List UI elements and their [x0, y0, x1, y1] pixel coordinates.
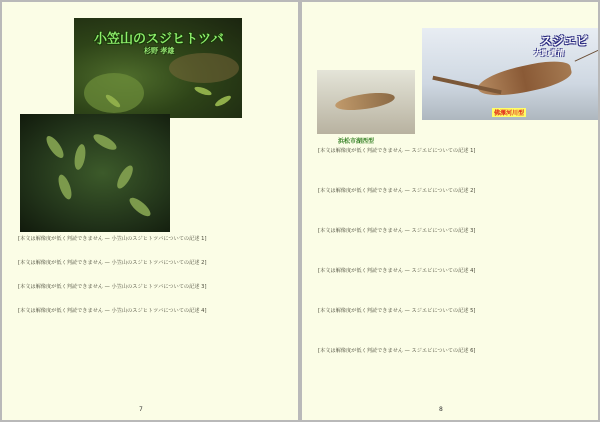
photo-detail: [84, 73, 144, 113]
photo-detail: [214, 94, 233, 108]
photo-detail: [91, 131, 119, 153]
magazine-spread: [2, 2, 598, 420]
article-title: 小笠山のスジヒトツバ: [94, 32, 224, 47]
photo-detail: [43, 133, 66, 160]
body-paragraph: [本文は解像度が低く判読できません — スジエビについての記述 4]: [318, 268, 476, 274]
body-paragraph: [本文は解像度が低く判読できません — 小笠山のスジヒトツバについての記述 3]: [18, 284, 207, 290]
photo-shrimp-small: [317, 70, 415, 134]
photo-detail: [169, 53, 239, 83]
photo-detail: [73, 143, 87, 170]
photo-detail: [127, 195, 153, 219]
body-paragraph: [本文は解像度が低く判読できません — スジエビについての記述 6]: [318, 348, 476, 354]
body-paragraph: [本文は解像度が低く判読できません — 小笠山のスジヒトツバについての記述 4]: [18, 308, 207, 314]
photo-mossy-rock: [74, 18, 242, 118]
article-author: 大貫 貴清: [534, 49, 565, 57]
body-paragraph: [本文は解像度が低く判読できません — スジエビについての記述 2]: [318, 188, 476, 194]
photo-detail: [334, 90, 396, 113]
photo-shrimp-large: [422, 28, 598, 120]
article-title: スジエビ: [540, 34, 589, 48]
photo-detail: [114, 163, 136, 191]
photo-detail: [475, 56, 573, 101]
page-number: 7: [139, 406, 143, 413]
photo-caption: 佛澤河川型: [494, 110, 525, 117]
photo-fern-plants: [20, 114, 170, 232]
body-paragraph: [本文は解像度が低く判読できません — スジエビについての記述 1]: [318, 148, 476, 154]
photo-caption: 浜松市湖西型: [338, 138, 375, 145]
photo-detail: [56, 173, 74, 201]
body-paragraph: [本文は解像度が低く判読できません — スジエビについての記述 3]: [318, 228, 476, 234]
body-paragraph: [本文は解像度が低く判読できません — スジエビについての記述 5]: [318, 308, 476, 314]
page-left: [2, 2, 298, 420]
article-author: 杉野 孝雄: [144, 47, 175, 55]
photo-detail: [194, 85, 213, 97]
page-number: 8: [439, 406, 443, 413]
body-paragraph: [本文は解像度が低く判読できません — 小笠山のスジヒトツバについての記述 2]: [18, 260, 207, 266]
body-paragraph: [本文は解像度が低く判読できません — 小笠山のスジヒトツバについての記述 1]: [18, 236, 207, 242]
page-right: [302, 2, 598, 420]
